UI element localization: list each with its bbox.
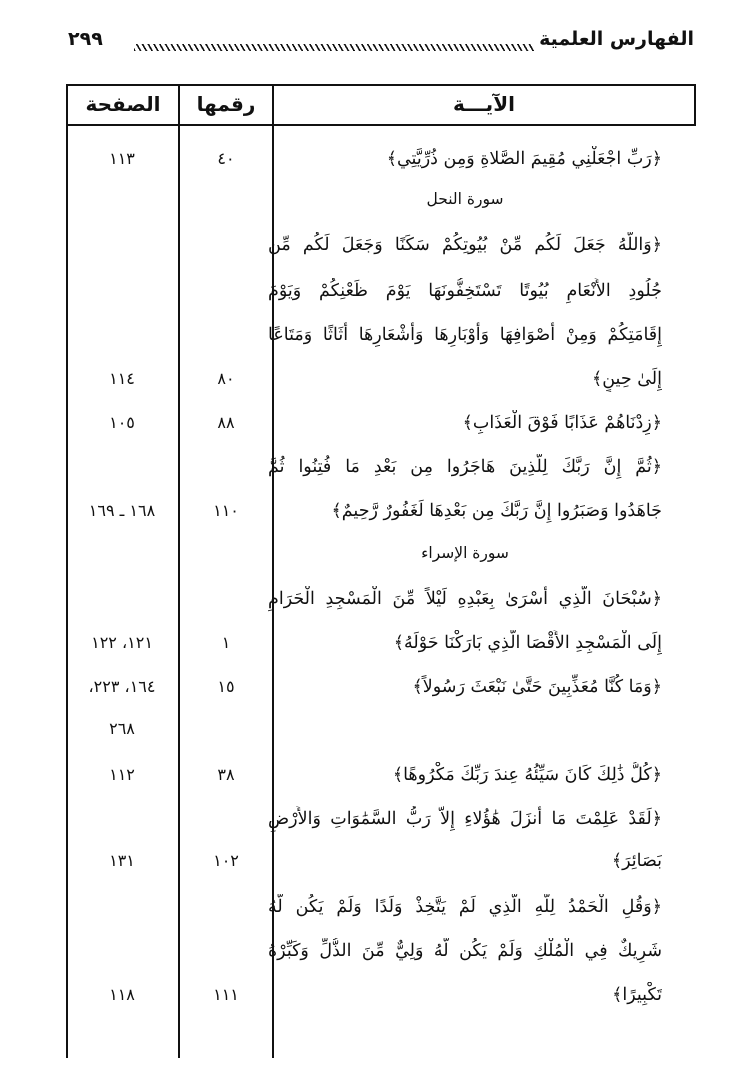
table-left-border	[66, 84, 68, 1058]
verse-line: إِلَىٰ حِينٍ﴾	[591, 369, 662, 389]
column-header-verse: الآيـــة	[453, 92, 515, 116]
page-reference: ١٦٨ ـ ١٦٩	[88, 501, 156, 520]
page-header	[68, 28, 694, 58]
verse-line: ﴿ثُمَّ إِنَّ رَبَّكَ لِلَّذِينَ هَاجَرُوا مِن بَعْدِ مَا فُتِنُوا ثُمَّ	[268, 457, 662, 477]
verse-line: بَصَائِرَ﴾	[611, 851, 662, 871]
verse-number: ٤٠	[217, 149, 235, 168]
page-number: ٢٩٩	[68, 28, 103, 50]
verse-number: ٨٠	[217, 369, 235, 388]
verse-line: ﴿لَقَدْ عَلِمْتَ مَا أَنزَلَ هَٰؤُلاءِ إِلاَّ رَبُّ السَّمَٰوَاتِ وَالأَرْضِ	[268, 809, 662, 829]
verse-number: ٣٨	[217, 765, 235, 784]
running-title: الفهارس العلمية	[539, 28, 694, 50]
verse-line: ﴿سُبْحَانَ الَّذِي أَسْرَىٰ بِعَبْدِهِ لَيْلاً مِّنَ الْمَسْجِدِ الْحَرَامِ	[268, 589, 662, 609]
column-divider-page	[178, 84, 180, 1058]
page-reference: ١١٤	[109, 369, 135, 388]
page-reference: ١١٣	[109, 149, 135, 168]
verse-number: ١٠٢	[213, 851, 239, 870]
verse-line: جَاهَدُوا وَصَبَرُوا إِنَّ رَبَّكَ مِن بَعْدِهَا لَغَفُورٌ رَّحِيمٌ﴾	[331, 501, 662, 521]
column-header-number: رقمها	[196, 92, 256, 116]
page-reference: ١٦٤، ٢٢٣،	[88, 677, 156, 696]
page-reference: ١٢١، ١٢٢	[91, 633, 153, 652]
column-header-page: الصفحة	[85, 92, 161, 116]
verse-number: ١٥	[217, 677, 235, 696]
surah-heading: سورة الإسراء	[421, 544, 509, 562]
verse-line: ﴿وَاللَّهُ جَعَلَ لَكُم مِّنْ بُيُوتِكُمْ سَكَنًا وَجَعَلَ لَكُم مِّن	[268, 235, 662, 255]
page-reference: ١٣١	[109, 851, 135, 870]
verse-line: ﴿زِدْنَاهُمْ عَذَابًا فَوْقَ الْعَذَابِ﴾	[462, 413, 662, 433]
verse-number: ١١١	[213, 985, 239, 1004]
table-header-rule	[66, 124, 696, 126]
verse-line: ﴿وَمَا كُنَّا مُعَذِّبِينَ حَتَّىٰ نَبْعَثَ رَسُولاً﴾	[412, 677, 662, 697]
verse-line: إِلَى الْمَسْجِدِ الأَقْصَا الَّذِي بَارَكْنَا حَوْلَهُ﴾	[393, 633, 662, 653]
verse-line: ﴿رَبِّ اجْعَلْنِي مُقِيمَ الصَّلاةِ وَمِن ذُرِّيَّتِي﴾	[386, 149, 662, 169]
verse-number: ١	[221, 633, 231, 652]
verse-line: جُلُودِ الأَنْعَامِ بُيُوتًا تَسْتَخِفُّونَهَا يَوْمَ ظَعْنِكُمْ وَيَوْمَ	[268, 281, 662, 301]
verse-line: ﴿وَقُلِ الْحَمْدُ لِلَّهِ الَّذِي لَمْ يَتَّخِذْ وَلَدًا وَلَمْ يَكُن لَّهُ	[268, 897, 662, 917]
verse-line: تَكْبِيرًا﴾	[612, 985, 662, 1005]
table-right-border	[694, 84, 696, 124]
page-reference: ١٠٥	[109, 413, 135, 432]
verse-line: شَرِيكٌ فِي الْمُلْكِ وَلَمْ يَكُن لَّهُ وَلِيٌّ مِّنَ الذُّلِّ وَكَبِّرْهُ	[268, 941, 662, 961]
page-reference: ١١٨	[109, 985, 135, 1004]
verse-line: ﴿كُلُّ ذَٰلِكَ كَانَ سَيِّئُهُ عِندَ رَبِّكَ مَكْرُوهًا﴾	[392, 765, 662, 785]
verse-number: ٨٨	[217, 413, 235, 432]
verse-number: ١١٠	[213, 501, 239, 520]
header-hatch-rule	[134, 44, 534, 51]
page-reference: ٢٦٨	[109, 719, 135, 738]
verse-line: إِقَامَتِكُمْ وَمِنْ أَصْوَافِهَا وَأَوْبَارِهَا وَأَشْعَارِهَا أَثَاثًا وَمَتَاعًا	[268, 325, 662, 345]
page-reference: ١١٢	[109, 765, 135, 784]
surah-heading: سورة النحل	[426, 190, 504, 208]
